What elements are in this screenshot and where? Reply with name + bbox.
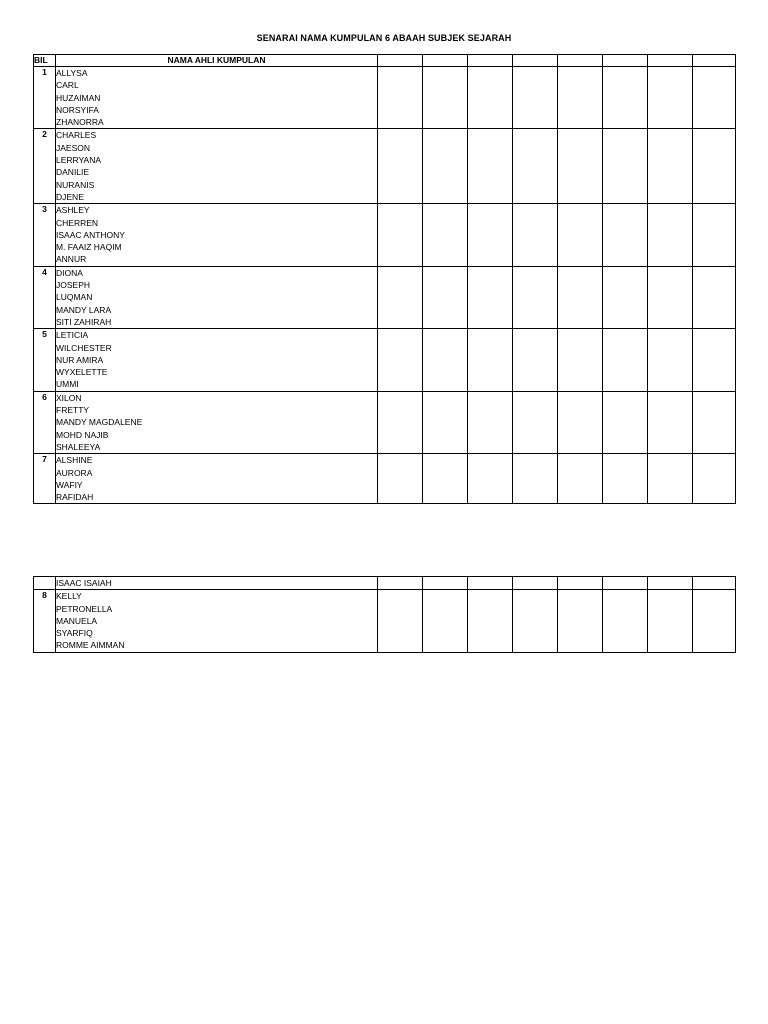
member-name: ALSHINE [56, 455, 93, 466]
name-header: NAMA AHLI KUMPULAN [56, 55, 378, 67]
score-cell [378, 329, 423, 391]
score-cell [468, 67, 513, 129]
score-cell [693, 329, 736, 391]
member-name: WILCHESTER [56, 342, 112, 353]
group-members [56, 129, 378, 204]
member-name: ASHLEY [56, 205, 90, 216]
member-name: CHARLES [56, 130, 97, 141]
member-name: DANILIE [56, 167, 90, 178]
score-cell [648, 454, 693, 504]
score-cell [378, 590, 423, 652]
group-number: 3 [34, 204, 56, 266]
score-cell [378, 67, 423, 129]
score-cell [648, 590, 693, 652]
score-cell [423, 204, 468, 266]
score-cell [558, 129, 603, 204]
score-cell [693, 67, 736, 129]
member-name: JAESON [56, 142, 91, 153]
score-cell [558, 454, 603, 504]
score-cell [603, 577, 648, 590]
member-name: NURANIS [56, 179, 95, 190]
carry-over-row [34, 577, 736, 590]
member-name: WAFIY [56, 479, 83, 490]
member-name: LERRYANA [56, 155, 102, 166]
group-row [34, 129, 736, 204]
group-members [56, 67, 378, 129]
group-row [34, 329, 736, 391]
bil-header: BIL [34, 55, 56, 67]
group-number: 1 [34, 67, 56, 129]
score-cell [378, 577, 423, 590]
group-members [56, 266, 378, 328]
score-header [513, 55, 558, 67]
score-cell [603, 129, 648, 204]
score-header [558, 55, 603, 67]
score-cell [468, 204, 513, 266]
member-name: CARL [56, 80, 79, 91]
member-name: MANDY LARA [56, 304, 112, 315]
score-cell [603, 329, 648, 391]
member-name: CHERREN [56, 217, 99, 228]
group-number: 2 [34, 129, 56, 204]
score-header [468, 55, 513, 67]
member-name: ANNUR [56, 254, 87, 265]
group-row [34, 266, 736, 328]
group-members [56, 329, 378, 391]
score-cell [558, 577, 603, 590]
score-cell [423, 590, 468, 652]
member-name: XILON [56, 392, 82, 403]
score-cell [378, 204, 423, 266]
member-name: RAFIDAH [56, 492, 94, 503]
member-name: PETRONELLA [56, 603, 113, 614]
member-name: SYARFIQ [56, 628, 93, 639]
group-members [56, 204, 378, 266]
group-number [34, 577, 56, 590]
score-cell [513, 67, 558, 129]
member-name: LETICIA [56, 330, 89, 341]
member-name: KELLY [56, 591, 82, 602]
member-name: JOSEPH [56, 280, 91, 291]
group-members [56, 454, 378, 504]
group-number: 5 [34, 329, 56, 391]
score-cell [513, 266, 558, 328]
score-header [423, 55, 468, 67]
member-name: SHALEEYA [56, 441, 101, 452]
score-cell [693, 204, 736, 266]
member-name: ROMME AIMMAN [56, 640, 125, 651]
score-cell [693, 391, 736, 453]
member-name: ZHANORRA [56, 117, 104, 128]
score-cell [693, 590, 736, 652]
score-cell [603, 204, 648, 266]
member-name: WYXELETTE [56, 367, 108, 378]
member-name: DIONA [56, 267, 83, 278]
group-number: 7 [34, 454, 56, 504]
score-cell [648, 67, 693, 129]
page-title: SENARAI NAMA KUMPULAN 6 ABAAH SUBJEK SEJARAH [256, 33, 512, 43]
group-number: 6 [34, 391, 56, 453]
score-cell [558, 266, 603, 328]
score-cell [423, 329, 468, 391]
member-name: HUZAIMAN [56, 92, 101, 103]
group-number: 4 [34, 266, 56, 328]
member-name: MOHD NAJIB [56, 429, 109, 440]
score-cell [378, 454, 423, 504]
score-cell [423, 391, 468, 453]
score-cell [468, 266, 513, 328]
member-name: MANUELA [56, 615, 98, 626]
score-cell [558, 329, 603, 391]
score-cell [378, 129, 423, 204]
score-cell [513, 204, 558, 266]
score-cell [648, 129, 693, 204]
score-cell [423, 454, 468, 504]
group-row [34, 391, 736, 453]
score-cell [603, 391, 648, 453]
score-cell [648, 204, 693, 266]
member-name: FRETTY [56, 405, 90, 416]
member-name: UMMI [56, 379, 79, 390]
score-cell [423, 266, 468, 328]
group-row [34, 67, 736, 129]
score-cell [603, 590, 648, 652]
score-cell [603, 67, 648, 129]
member-name: NORSYIFA [56, 104, 99, 115]
score-cell [423, 129, 468, 204]
score-cell [648, 391, 693, 453]
score-cell [648, 329, 693, 391]
member-name: M. FAAIZ HAQIM [56, 242, 122, 253]
member-name: ISAAC ANTHONY [56, 229, 125, 240]
score-cell [468, 391, 513, 453]
continuation-rows [34, 577, 736, 653]
score-cell [468, 329, 513, 391]
score-cell [513, 329, 558, 391]
score-cell [423, 577, 468, 590]
table-header-row [34, 55, 736, 67]
score-cell [468, 129, 513, 204]
score-cell [603, 454, 648, 504]
member-name: NUR AMIRA [56, 354, 104, 365]
score-cell [558, 204, 603, 266]
score-header [378, 55, 423, 67]
member-name: ALLYSA [56, 68, 88, 78]
score-cell [558, 391, 603, 453]
group-table [33, 54, 736, 504]
score-cell [378, 391, 423, 453]
score-cell [378, 266, 423, 328]
score-cell [693, 129, 736, 204]
score-cell [513, 129, 558, 204]
member-name: AURORA [56, 467, 93, 478]
group-row [34, 204, 736, 266]
member-name: ISAAC ISAIAH [56, 578, 112, 588]
score-header [603, 55, 648, 67]
score-header [648, 55, 693, 67]
score-cell [468, 577, 513, 590]
score-cell [648, 266, 693, 328]
group-members [56, 590, 378, 652]
score-cell [558, 67, 603, 129]
score-cell [513, 577, 558, 590]
group-rows [34, 67, 736, 504]
group-row [34, 454, 736, 504]
member-name: SITI ZAHIRAH [56, 316, 112, 327]
continuation-table [33, 576, 736, 653]
score-cell [513, 391, 558, 453]
score-cell [603, 266, 648, 328]
member-name: LUQMAN [56, 292, 93, 303]
member-name: DJENE [56, 191, 84, 202]
score-cell [693, 577, 736, 590]
score-cell [693, 454, 736, 504]
score-header [693, 55, 736, 67]
score-cell [558, 590, 603, 652]
score-cell [468, 454, 513, 504]
group-row [34, 590, 736, 652]
score-cell [648, 577, 693, 590]
score-cell [513, 454, 558, 504]
score-cell [513, 590, 558, 652]
score-cell [468, 590, 513, 652]
group-members [56, 391, 378, 453]
member-name: MANDY MAGDALENE [56, 417, 143, 428]
score-cell [423, 67, 468, 129]
score-cell [693, 266, 736, 328]
group-number: 8 [34, 590, 56, 652]
